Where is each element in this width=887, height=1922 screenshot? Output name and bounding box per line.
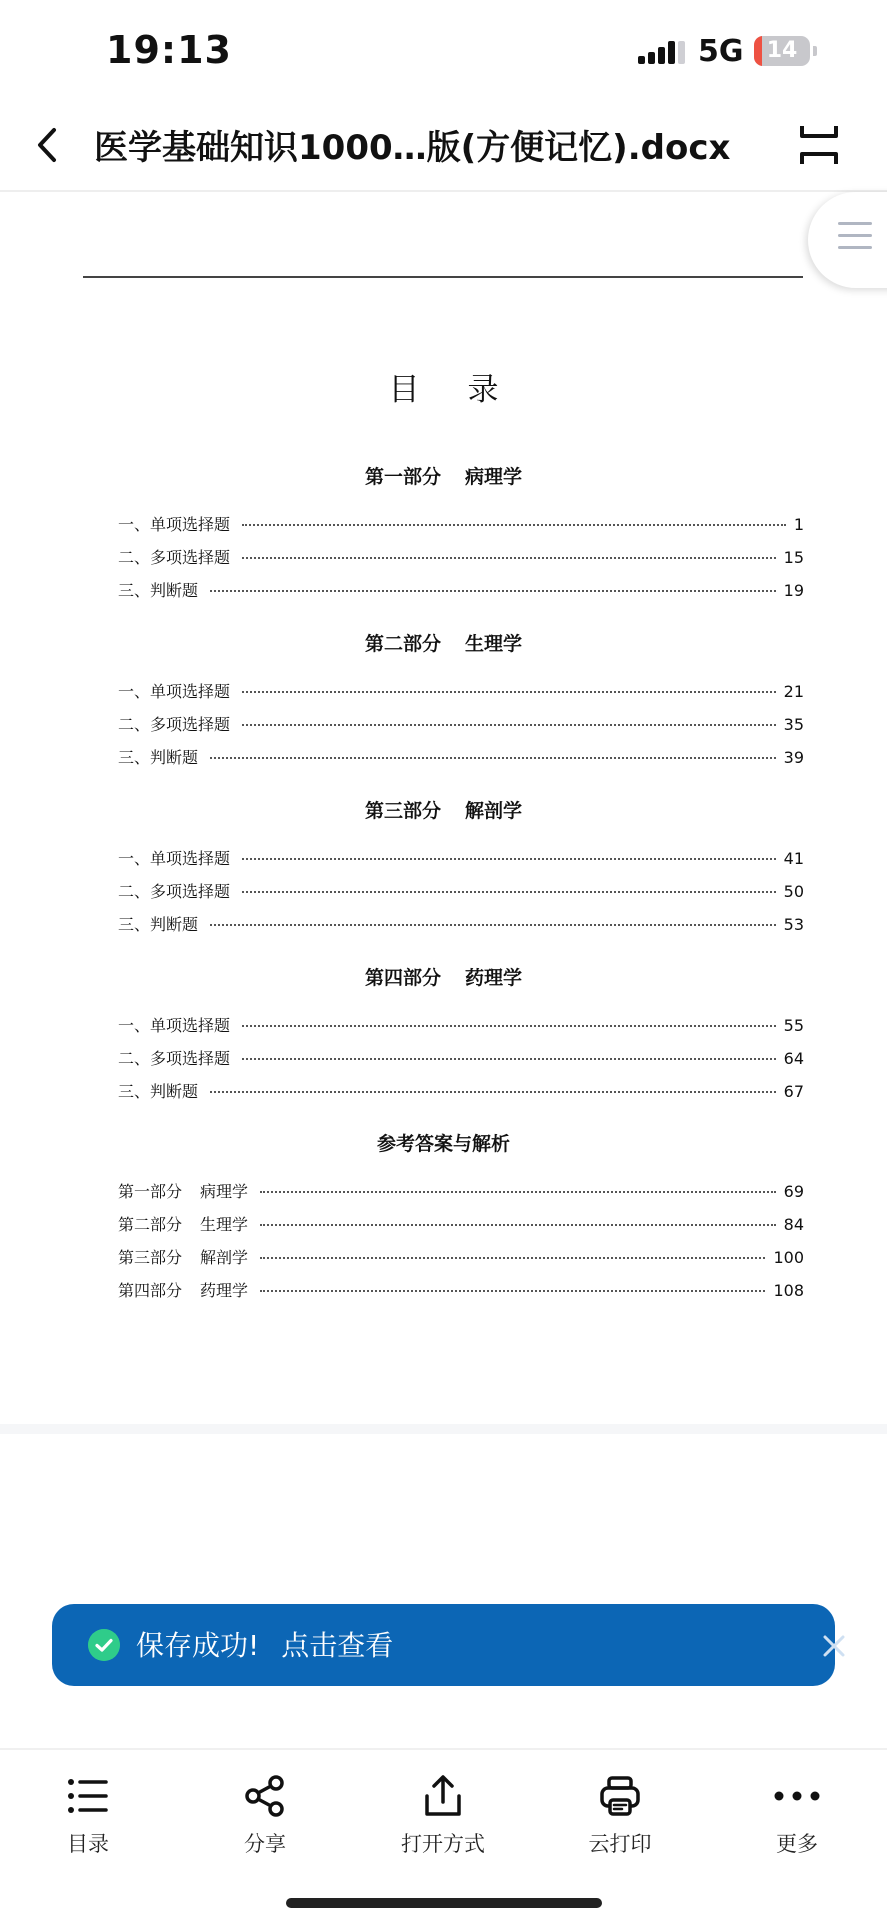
expand-icon[interactable] xyxy=(794,120,844,170)
part-title xyxy=(0,963,887,990)
part-name: 病理学 xyxy=(465,466,523,488)
status-bar xyxy=(0,0,887,100)
toc-entry-label: 三、判断题 xyxy=(118,1082,199,1101)
part-name: 病理学 xyxy=(200,1182,249,1201)
toc-entry-label xyxy=(118,1179,248,1202)
document-title: 医学基础知识1000…版(方便记忆).docx xyxy=(94,128,731,168)
toc-entry-label: 一、单项选择题 xyxy=(118,515,231,534)
part-name: 药理学 xyxy=(465,967,523,989)
toolbar-item-more[interactable] xyxy=(722,1764,872,1864)
toolbar-item-label: 目录 xyxy=(67,1832,109,1856)
toolbar-item-cloud-print[interactable] xyxy=(545,1764,695,1864)
part-name: 解剖学 xyxy=(200,1248,249,1267)
home-indicator[interactable] xyxy=(286,1898,602,1908)
toolbar-item-label: 更多 xyxy=(776,1832,818,1856)
toc-entry-label: 二、多项选择题 xyxy=(118,1049,231,1068)
toc-entry-label: 二、多项选择题 xyxy=(118,715,231,734)
toc-entry-label: 一、单项选择题 xyxy=(118,682,231,701)
answers-title: 参考答案与解析 xyxy=(376,1133,510,1155)
toc-entry[interactable] xyxy=(118,1079,804,1103)
dot-leader xyxy=(260,1224,776,1226)
toc-entry-page: 108 xyxy=(773,1281,804,1300)
signal-icon xyxy=(638,38,686,68)
dot-leader xyxy=(260,1257,765,1259)
toc-entry-label: 三、判断题 xyxy=(118,915,199,934)
toc-entry-label: 二、多项选择题 xyxy=(118,548,231,567)
part-title xyxy=(0,796,887,823)
toc-entry[interactable] xyxy=(118,578,804,602)
dot-leader xyxy=(210,590,776,592)
print-icon xyxy=(598,1774,642,1818)
dot-leader xyxy=(210,924,776,926)
toc-entry-page: 15 xyxy=(783,548,804,567)
dot-leader xyxy=(210,757,776,759)
bottom-toolbar xyxy=(0,1748,887,1922)
dot-leader xyxy=(242,524,786,526)
toc-entry[interactable] xyxy=(118,1046,804,1070)
part-number: 第二部分 xyxy=(118,1215,183,1234)
toc-entry-label: 三、判断题 xyxy=(118,581,199,600)
part-number: 第四部分 xyxy=(364,967,441,989)
outline-toggle-button[interactable] xyxy=(808,192,887,288)
toc-entry[interactable] xyxy=(118,1013,804,1037)
part-name: 药理学 xyxy=(200,1281,249,1300)
dot-leader xyxy=(242,557,776,559)
toc-entry[interactable] xyxy=(118,846,804,870)
dot-leader xyxy=(260,1191,776,1193)
part-title xyxy=(0,462,887,489)
part-number: 第三部分 xyxy=(364,800,441,822)
dot-leader xyxy=(242,858,776,860)
toc-entry[interactable] xyxy=(118,1245,804,1269)
toc-entry-label: 三、判断题 xyxy=(118,748,199,767)
toast-view-link[interactable]: 点击查看 xyxy=(281,1629,394,1662)
dot-leader xyxy=(260,1290,765,1292)
toc-heading: 目录 xyxy=(388,372,547,408)
battery-cap xyxy=(813,46,817,56)
toolbar-item-open-with[interactable] xyxy=(368,1764,518,1864)
dot-leader xyxy=(210,1091,776,1093)
title-bar xyxy=(0,100,887,192)
status-time: 19:13 xyxy=(106,28,232,72)
toc-entry-page: 67 xyxy=(783,1082,804,1101)
toc-entry[interactable] xyxy=(118,745,804,769)
toast-message[interactable] xyxy=(136,1624,393,1664)
battery-icon xyxy=(754,36,810,66)
dot-leader xyxy=(242,724,776,726)
toc-entry-page: 21 xyxy=(783,682,804,701)
toc-entry-page: 1 xyxy=(793,515,804,534)
toolbar-item-label: 打开方式 xyxy=(401,1832,485,1856)
toc-entry-page: 100 xyxy=(773,1248,804,1267)
toc-entry-page: 19 xyxy=(783,581,804,600)
dot-leader xyxy=(242,1025,776,1027)
close-icon[interactable] xyxy=(814,1626,854,1666)
toc-entry[interactable] xyxy=(118,879,804,903)
toc-entry[interactable] xyxy=(118,545,804,569)
toc-entry-label: 二、多项选择题 xyxy=(118,882,231,901)
battery-level: 14 xyxy=(766,38,798,63)
part-number: 第四部分 xyxy=(118,1281,183,1300)
toc-entry-page: 35 xyxy=(783,715,804,734)
toolbar-item-share[interactable] xyxy=(190,1764,340,1864)
part-number: 第二部分 xyxy=(364,633,441,655)
dot-leader xyxy=(242,1058,776,1060)
toc-entry[interactable] xyxy=(118,1179,804,1203)
toolbar-item-toc[interactable] xyxy=(13,1764,163,1864)
check-circle-icon xyxy=(88,1629,120,1661)
part-number: 第一部分 xyxy=(118,1182,183,1201)
share-icon xyxy=(243,1774,287,1818)
more-icon xyxy=(773,1774,821,1818)
toolbar-item-label: 分享 xyxy=(244,1832,286,1856)
toc-entry[interactable] xyxy=(118,1212,804,1236)
page-separator xyxy=(0,1424,887,1434)
network-label: 5G xyxy=(698,34,744,69)
dot-leader xyxy=(242,691,776,693)
toc-entry-page: 64 xyxy=(783,1049,804,1068)
toc-entry[interactable] xyxy=(118,1278,804,1302)
part-name: 解剖学 xyxy=(465,800,523,822)
list-icon xyxy=(66,1774,110,1818)
toc-entry[interactable] xyxy=(118,912,804,936)
toc-entry-label: 一、单项选择题 xyxy=(118,1016,231,1035)
document-viewer[interactable] xyxy=(0,192,887,1427)
toc-entry-label xyxy=(118,1212,248,1235)
toc-entry-page: 41 xyxy=(783,849,804,868)
toolbar-item-label: 云打印 xyxy=(588,1832,652,1856)
toc-entry-page: 39 xyxy=(783,748,804,767)
part-name: 生理学 xyxy=(200,1215,249,1234)
toast-status: 保存成功! xyxy=(136,1629,260,1662)
open-with-icon xyxy=(421,1774,465,1818)
save-success-toast[interactable] xyxy=(52,1604,835,1686)
toc-entry-page: 55 xyxy=(783,1016,804,1035)
toc-entry-label xyxy=(118,1278,248,1301)
part-title xyxy=(0,629,887,656)
toc-entry-page: 50 xyxy=(783,882,804,901)
part-name: 生理学 xyxy=(465,633,523,655)
header-rule xyxy=(83,276,803,278)
toc-entry-label: 一、单项选择题 xyxy=(118,849,231,868)
dot-leader xyxy=(242,891,776,893)
chevron-left-icon[interactable] xyxy=(26,120,70,170)
toc-entry[interactable] xyxy=(118,679,804,703)
part-number: 第三部分 xyxy=(118,1248,183,1267)
toc-entry[interactable] xyxy=(118,512,804,536)
toc-entry-page: 84 xyxy=(783,1215,804,1234)
toc-entry-page: 69 xyxy=(783,1182,804,1201)
toc-entry-page: 53 xyxy=(783,915,804,934)
menu-icon xyxy=(838,222,872,258)
toc-entry[interactable] xyxy=(118,712,804,736)
toc-entry-label xyxy=(118,1245,248,1268)
part-number: 第一部分 xyxy=(364,466,441,488)
